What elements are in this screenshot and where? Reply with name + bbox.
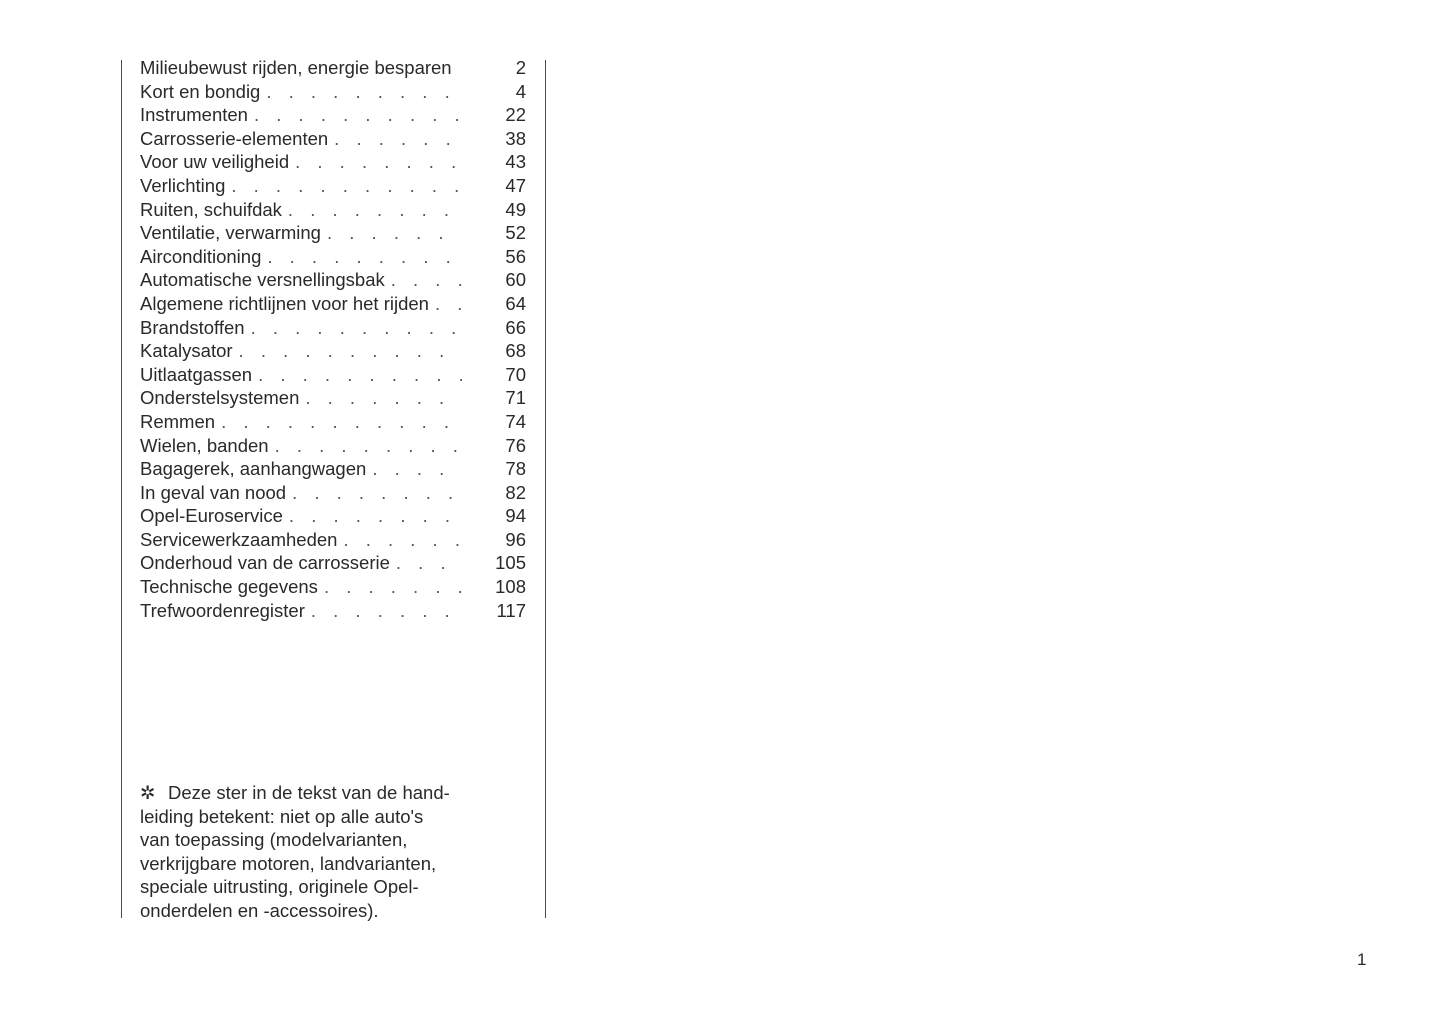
toc-entry-title: Trefwoordenregister bbox=[140, 599, 305, 621]
toc-entry[interactable] bbox=[140, 103, 526, 127]
toc-entry-page: 56 bbox=[505, 245, 526, 267]
toc-dot-leader bbox=[289, 504, 462, 528]
toc-entry-page: 52 bbox=[505, 222, 526, 244]
toc-entry-title: Voor uw veiligheid bbox=[140, 151, 290, 173]
toc-entry[interactable] bbox=[140, 150, 526, 174]
toc-entry[interactable] bbox=[140, 339, 526, 363]
toc-entry-page: 38 bbox=[505, 127, 526, 149]
toc-dot-leader bbox=[292, 481, 462, 505]
toc-dot-leader bbox=[295, 150, 462, 174]
right-margin-rule bbox=[545, 60, 546, 918]
toc-entry-title: Milieubewust rijden, energie besparen bbox=[140, 57, 452, 78]
toc-entry-title: Verlichting bbox=[140, 174, 226, 196]
toc-entry-page: 76 bbox=[505, 434, 526, 456]
toc-entry-page: 82 bbox=[505, 481, 526, 503]
toc-dot-leader bbox=[343, 528, 462, 552]
toc-entry-page: 66 bbox=[505, 316, 526, 338]
toc-dot-leader bbox=[267, 245, 462, 269]
page-number: 1 bbox=[1357, 950, 1367, 969]
toc-entry-title: Airconditioning bbox=[140, 245, 262, 267]
toc-entry-title: Servicewerkzaamheden bbox=[140, 528, 338, 550]
toc-entry-title: Wielen, banden bbox=[140, 434, 269, 456]
toc-entry-page: 49 bbox=[505, 198, 526, 220]
toc-dot-leader bbox=[324, 575, 462, 599]
note-line-text: Deze ster in de tekst van de hand- bbox=[168, 782, 450, 803]
toc-entry[interactable] bbox=[140, 174, 526, 198]
table-of-contents bbox=[140, 56, 526, 622]
toc-dot-leader bbox=[334, 127, 462, 151]
note-line: speciale uitrusting, originele Opel- bbox=[140, 876, 419, 898]
toc-dot-leader bbox=[396, 551, 462, 575]
toc-entry-page: 105 bbox=[495, 552, 526, 574]
toc-entry[interactable] bbox=[140, 504, 526, 528]
toc-entry-title: Ruiten, schuifdak bbox=[140, 198, 282, 220]
toc-dot-leader bbox=[288, 198, 462, 222]
toc-entry-page: 68 bbox=[505, 340, 526, 362]
toc-entry-title: Algemene richtlijnen voor het rijden bbox=[140, 292, 429, 314]
toc-entry-title: Carrosserie-elementen bbox=[140, 127, 329, 149]
toc-dot-leader bbox=[258, 363, 462, 387]
toc-entry-page: 78 bbox=[505, 458, 526, 480]
toc-dot-leader bbox=[435, 292, 462, 316]
toc-entry[interactable] bbox=[140, 599, 526, 623]
toc-entry-title: Technische gegevens bbox=[140, 576, 318, 598]
toc-entry-title: Bagagerek, aanhangwagen bbox=[140, 458, 367, 480]
toc-entry-title: Remmen bbox=[140, 410, 216, 432]
toc-entry-title: Onderhoud van de carrosserie bbox=[140, 552, 390, 574]
toc-entry[interactable] bbox=[140, 575, 526, 599]
toc-entry-title: Opel-Euroservice bbox=[140, 505, 283, 527]
toc-entry-title: Automatische versnellingsbak bbox=[140, 269, 385, 291]
toc-dot-leader bbox=[251, 316, 462, 340]
toc-entry-page: 64 bbox=[505, 292, 526, 314]
toc-entry-page: 60 bbox=[505, 269, 526, 291]
toc-entry[interactable] bbox=[140, 410, 526, 434]
toc-dot-leader bbox=[311, 599, 462, 623]
toc-entry[interactable] bbox=[140, 56, 526, 80]
toc-entry[interactable] bbox=[140, 127, 526, 151]
toc-entry[interactable] bbox=[140, 386, 526, 410]
toc-entry-page: 71 bbox=[505, 387, 526, 409]
toc-entry-page: 43 bbox=[505, 151, 526, 173]
note-line: van toepassing (modelvarianten, bbox=[140, 829, 408, 851]
toc-entry[interactable] bbox=[140, 268, 526, 292]
toc-dot-leader bbox=[327, 221, 462, 245]
toc-dot-leader bbox=[266, 80, 462, 104]
note-line: verkrijgbare motoren, landvarianten, bbox=[140, 852, 437, 874]
toc-entry-page: 70 bbox=[505, 363, 526, 385]
toc-entry[interactable] bbox=[140, 221, 526, 245]
toc-entry-page: 117 bbox=[496, 599, 526, 621]
toc-entry-title: In geval van nood bbox=[140, 481, 287, 503]
toc-entry[interactable] bbox=[140, 198, 526, 222]
toc-entry-page: 96 bbox=[505, 528, 526, 550]
toc-entry[interactable] bbox=[140, 245, 526, 269]
toc-dot-leader bbox=[372, 457, 462, 481]
toc-entry-page: 2 bbox=[515, 57, 526, 78]
toc-entry-title: Instrumenten bbox=[140, 104, 248, 126]
toc-dot-leader bbox=[254, 103, 462, 127]
toc-entry-page: 22 bbox=[505, 104, 526, 126]
asterisk-note bbox=[140, 781, 500, 923]
toc-entry[interactable] bbox=[140, 457, 526, 481]
toc-entry-page: 94 bbox=[505, 505, 526, 527]
toc-entry[interactable] bbox=[140, 363, 526, 387]
toc-entry-page: 47 bbox=[505, 174, 526, 196]
note-line: leiding betekent: niet op alle auto's bbox=[140, 805, 424, 827]
toc-entry[interactable] bbox=[140, 292, 526, 316]
note-line: onderdelen en -accessoires). bbox=[140, 899, 379, 921]
toc-entry-page: 4 bbox=[515, 80, 526, 102]
note-line bbox=[140, 781, 500, 805]
toc-dot-leader bbox=[231, 174, 462, 198]
toc-dot-leader bbox=[391, 268, 462, 292]
toc-entry-page: 74 bbox=[505, 410, 526, 432]
toc-entry[interactable] bbox=[140, 316, 526, 340]
star-icon: ✲ bbox=[140, 782, 156, 803]
toc-entry[interactable] bbox=[140, 481, 526, 505]
toc-entry[interactable] bbox=[140, 80, 526, 104]
toc-entry-title: Uitlaatgassen bbox=[140, 363, 253, 385]
toc-entry-page: 108 bbox=[495, 576, 526, 598]
toc-dot-leader bbox=[239, 339, 462, 363]
toc-entry-title: Kort en bondig bbox=[140, 80, 261, 102]
toc-entry[interactable] bbox=[140, 551, 526, 575]
toc-entry[interactable] bbox=[140, 528, 526, 552]
toc-entry-title: Ventilatie, verwarming bbox=[140, 222, 321, 244]
toc-entry[interactable] bbox=[140, 434, 526, 458]
toc-entry-title: Katalysator bbox=[140, 340, 233, 362]
toc-dot-leader bbox=[275, 434, 462, 458]
toc-entry-title: Brandstoffen bbox=[140, 316, 245, 338]
toc-entry-title: Onderstelsystemen bbox=[140, 387, 300, 409]
toc-dot-leader bbox=[221, 410, 462, 434]
left-margin-rule bbox=[121, 60, 122, 918]
toc-dot-leader bbox=[305, 386, 462, 410]
